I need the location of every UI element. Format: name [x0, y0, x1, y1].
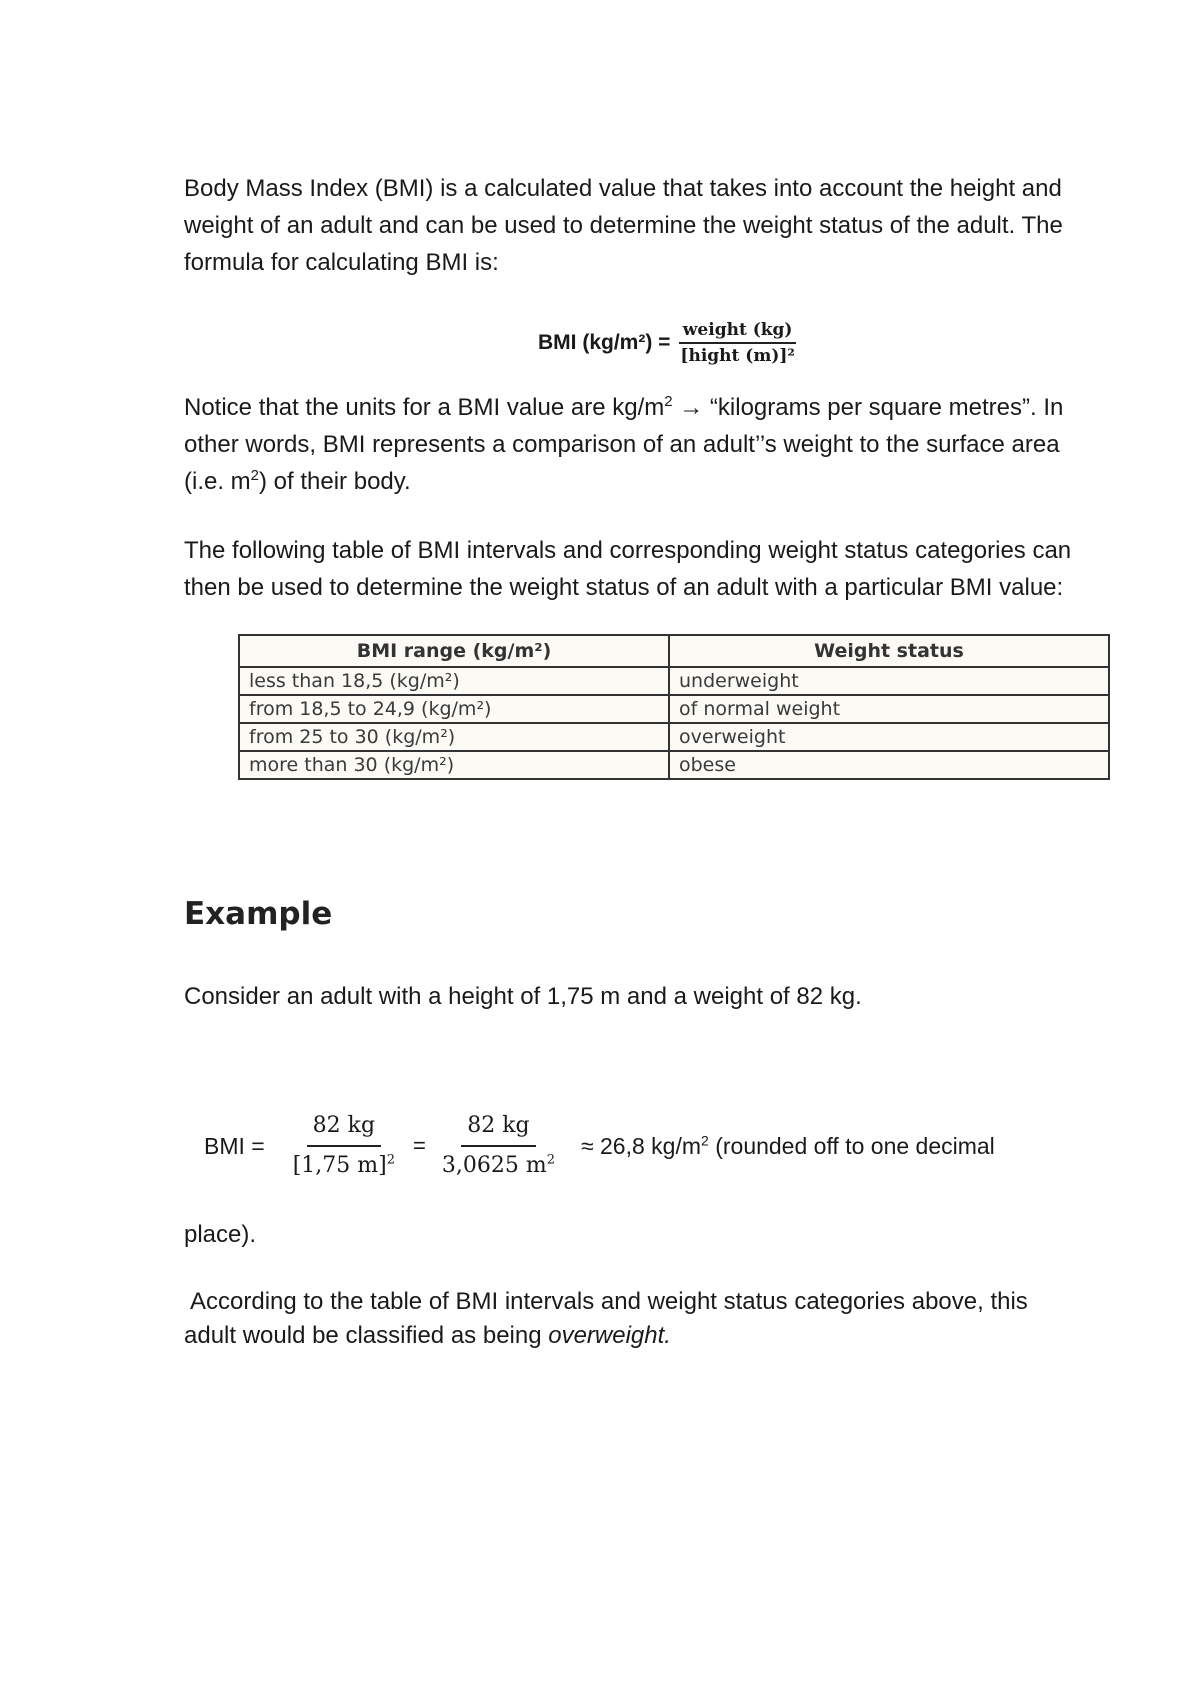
intro-line-3: formula for calculating BMI is:	[184, 249, 499, 276]
formula-lhs: BMI (kg/m²) =	[538, 331, 671, 354]
units-note-line-3: (i.e. $m^2$) of their body.	[184, 467, 411, 495]
bmi-calculation	[204, 1107, 995, 1185]
intro-line-2: weight of an adult and can be used to determine the weight status of the adult. The	[184, 212, 1063, 239]
weight-status-cell: of normal weight	[669, 695, 1109, 723]
intro-paragraph	[184, 170, 1174, 281]
weight-status-cell: underweight	[669, 667, 1109, 695]
table-row	[239, 751, 1109, 779]
bmi-formula	[538, 318, 799, 368]
overweight-emphasis: overweight.	[548, 1322, 671, 1349]
calc-label: BMI =	[204, 1132, 265, 1159]
example-heading: Example	[184, 896, 333, 932]
bmi-range-cell: less than 18,5 (kg/m²)	[239, 667, 669, 695]
units-note-line-2: other words, BMI represents a comparison of an adult’’s weight to the surface area	[184, 431, 1060, 458]
table-header-row	[239, 635, 1109, 667]
bmi-table	[238, 634, 1110, 780]
intro-line-1: Body Mass Index (BMI) is a calculated value that takes into account the height and	[184, 175, 1062, 202]
example-intro: Consider an adult with a height of 1,75 m and a weight of 82 kg.	[184, 983, 862, 1010]
calc-fraction-1-denominator: [1,75 m]$^2$	[292, 1152, 396, 1178]
formula-fraction	[676, 318, 798, 368]
calc-equals: =	[413, 1133, 426, 1158]
table-intro-line-2: then be used to determine the weight status of an adult with a particular BMI value:	[184, 574, 1064, 601]
calc-fraction-2	[436, 1107, 561, 1185]
bmi-range-cell: from 25 to 30 (kg/m²)	[239, 723, 669, 751]
calc-fraction-1	[287, 1107, 401, 1185]
weight-status-cell: obese	[669, 751, 1109, 779]
header-weight-status: Weight status	[669, 635, 1109, 667]
conclusion-paragraph-2	[184, 1317, 1174, 1354]
bmi-range-cell: from 18,5 to 24,9 (kg/m²)	[239, 695, 669, 723]
formula-denominator: [hight (m)]²	[680, 346, 795, 366]
table-intro-paragraph	[184, 532, 1174, 606]
table-intro-line-1: The following table of BMI intervals and corresponding weight status categories can	[184, 537, 1072, 564]
formula-numerator: weight (kg)	[679, 318, 797, 344]
calc-fraction-2-denominator: 3,0625 $m^2$	[441, 1152, 555, 1178]
conclusion-line-1: According to the table of BMI intervals and weight status categories above, this	[190, 1288, 1028, 1315]
header-bmi-range: BMI range (kg/m²)	[239, 635, 669, 667]
weight-status-cell: overweight	[669, 723, 1109, 751]
table-row	[239, 667, 1109, 695]
calc-fraction-1-numerator: 82 kg	[307, 1107, 381, 1147]
units-note-line-1: Notice that the units for a BMI value are $kg/m^2$ → “kilograms per square metres”. In	[184, 393, 1064, 421]
calc-fraction-2-numerator: 82 kg	[461, 1107, 535, 1147]
conclusion-line-2: adult would be classified as being overweight.	[184, 1322, 671, 1349]
table-row	[239, 723, 1109, 751]
units-note-paragraph	[184, 389, 1174, 500]
conclusion-paragraph	[190, 1283, 1180, 1320]
calc-continuation: place).	[184, 1221, 257, 1248]
bmi-range-cell: more than 30 (kg/m²)	[239, 751, 669, 779]
table-row	[239, 695, 1109, 723]
calc-result: ≈ 26,8 $kg/m^2$ (rounded off to one decimal	[581, 1131, 995, 1159]
